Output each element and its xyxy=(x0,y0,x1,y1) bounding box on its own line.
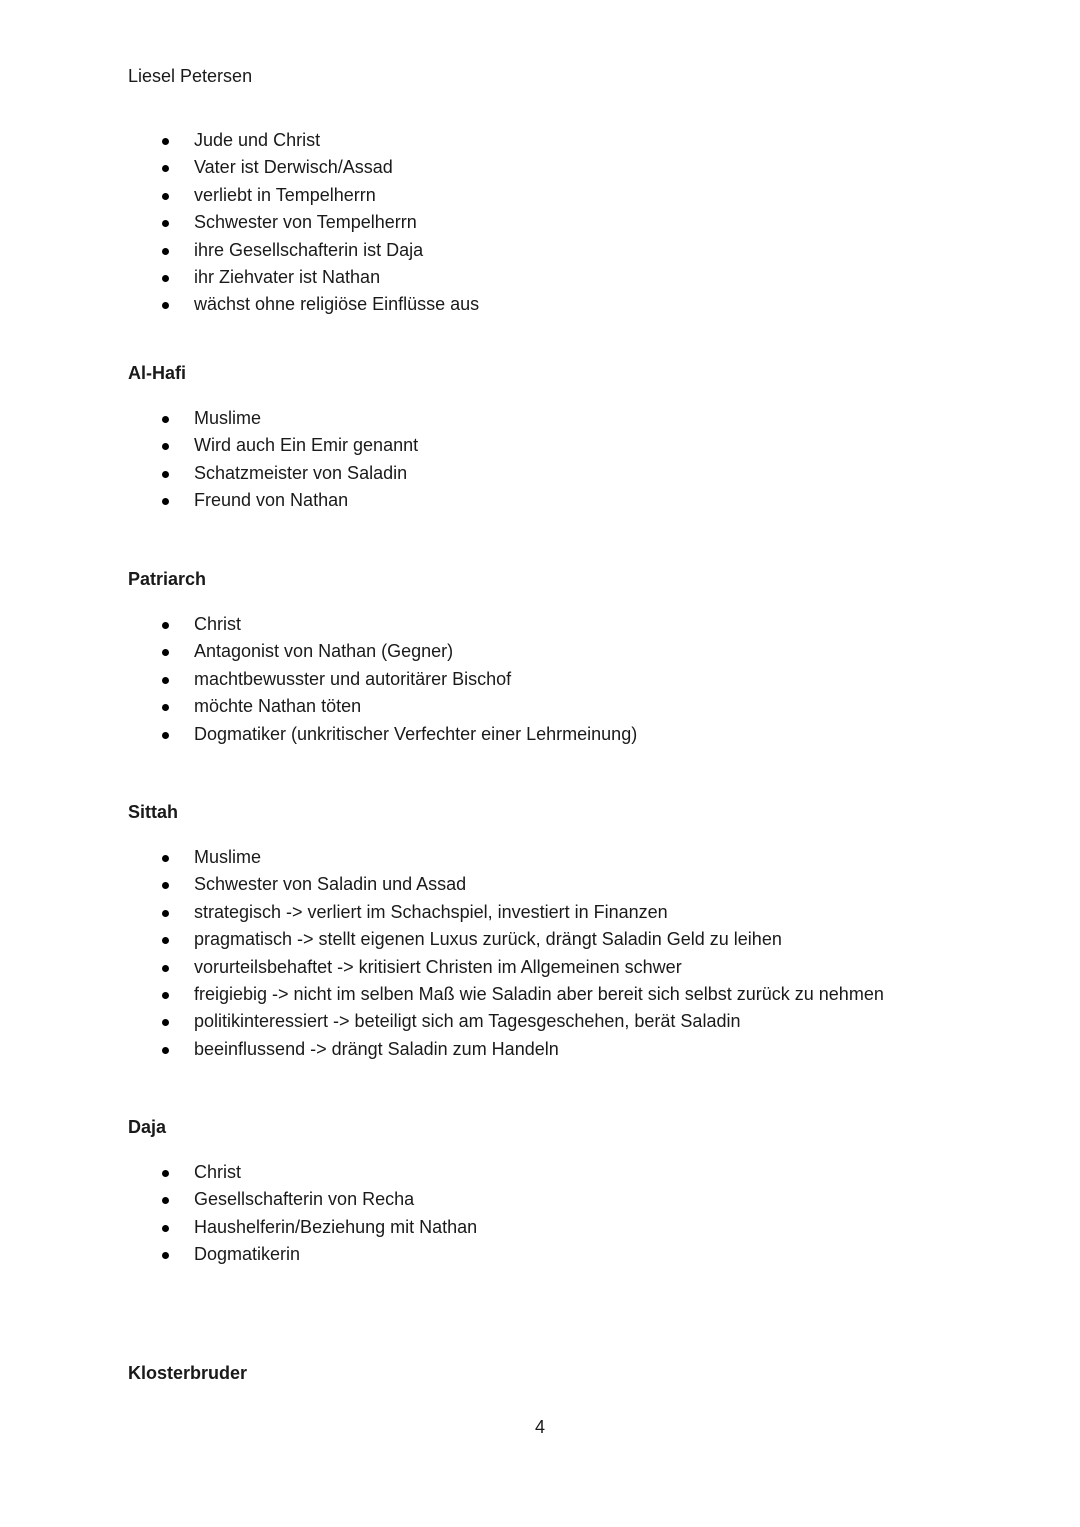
list-item-text: Gesellschafterin von Recha xyxy=(194,1189,415,1210)
bullet-icon xyxy=(162,302,169,309)
page-number: 4 xyxy=(534,1417,545,1437)
list-item-text: Schwester von Saladin und Assad xyxy=(194,874,467,895)
bullet-list xyxy=(128,1159,1028,1269)
list-item xyxy=(128,405,1028,432)
list-item-text: Christ xyxy=(194,1162,242,1182)
list-item xyxy=(128,638,1028,665)
list-item xyxy=(128,1008,1028,1035)
bullet-icon xyxy=(162,498,169,505)
bullet-list xyxy=(128,127,1028,319)
list-item xyxy=(128,209,1028,236)
list-item xyxy=(128,237,1028,264)
list-item-text: Dogmatiker (unkritischer Verfechter einer Lehrmeinung) xyxy=(194,723,638,744)
list-item xyxy=(128,182,1028,209)
section-heading: Al-Hafi xyxy=(128,363,186,383)
bullet-icon xyxy=(162,1019,169,1026)
list-item-text: Muslime xyxy=(194,847,262,867)
section-recha-continued xyxy=(128,127,1028,319)
list-item xyxy=(128,1186,1028,1213)
bullet-icon xyxy=(162,855,169,862)
section-heading: Sittah xyxy=(128,802,179,822)
list-item xyxy=(128,666,1028,693)
bullet-icon xyxy=(162,1252,169,1259)
bullet-icon xyxy=(162,275,169,282)
list-item-text: vorurteilsbehaftet -> kritisiert Christen im Allgemeinen schwer xyxy=(194,956,682,977)
list-item xyxy=(128,899,1028,926)
list-item xyxy=(128,460,1028,487)
list-item-text: Schatzmeister von Saladin xyxy=(194,462,408,483)
bullet-icon xyxy=(162,416,169,423)
list-item-text: strategisch -> verliert im Schachspiel, investiert in Finanzen xyxy=(194,901,668,922)
bullet-icon xyxy=(162,1170,169,1177)
list-item xyxy=(128,611,1028,638)
bullet-icon xyxy=(162,1225,169,1232)
list-item-text: freigiebig -> nicht im selben Maß wie Saladin aber bereit sich selbst zurück zu nehmen xyxy=(194,983,884,1004)
list-item-text: Christ xyxy=(194,614,242,634)
list-item-text: politikinteressiert -> beteiligt sich am Tagesgeschehen, berät Saladin xyxy=(194,1011,741,1032)
list-item xyxy=(128,1036,1028,1063)
bullet-icon xyxy=(162,165,169,172)
bullet-icon xyxy=(162,910,169,917)
author-name: Liesel Petersen xyxy=(128,66,253,86)
list-item xyxy=(128,721,1028,748)
section-sittah xyxy=(128,801,1028,1063)
bullet-icon xyxy=(162,704,169,711)
section-al-hafi xyxy=(128,362,1028,515)
bullet-icon xyxy=(162,882,169,889)
section-heading: Patriarch xyxy=(128,569,207,589)
section-heading: Klosterbruder xyxy=(128,1363,248,1383)
bullet-icon xyxy=(162,1197,169,1204)
list-item-text: verliebt in Tempelherrn xyxy=(194,184,376,205)
list-item xyxy=(128,954,1028,981)
list-item-text: möchte Nathan töten xyxy=(194,696,362,717)
bullet-icon xyxy=(162,220,169,227)
bullet-icon xyxy=(162,138,169,145)
list-item-text: wächst ohne religiöse Einflüsse aus xyxy=(194,294,480,315)
list-item xyxy=(128,487,1028,514)
list-item-text: Wird auch Ein Emir genannt xyxy=(194,435,419,456)
list-item xyxy=(128,844,1028,871)
bullet-icon xyxy=(162,1047,169,1054)
list-item-text: Jude und Christ xyxy=(194,130,321,150)
bullet-icon xyxy=(162,677,169,684)
list-item xyxy=(128,154,1028,181)
bullet-list xyxy=(128,405,1028,515)
bullet-list xyxy=(128,844,1028,1063)
list-item xyxy=(128,291,1028,318)
list-item-text: Schwester von Tempelherrn xyxy=(194,212,417,233)
list-item-text: beeinflussend -> drängt Saladin zum Handeln xyxy=(194,1038,559,1059)
list-item xyxy=(128,926,1028,953)
section-klosterbruder xyxy=(128,1362,1028,1405)
list-item-text: ihre Gesellschafterin ist Daja xyxy=(194,239,424,260)
list-item-text: Dogmatikerin xyxy=(194,1244,301,1265)
list-item-text: pragmatisch -> stellt eigenen Luxus zurück, drängt Saladin Geld zu leihen xyxy=(194,929,782,950)
bullet-icon xyxy=(162,992,169,999)
bullet-icon xyxy=(162,471,169,478)
list-item xyxy=(128,1159,1028,1186)
bullet-icon xyxy=(162,248,169,255)
list-item-text: Freund von Nathan xyxy=(194,490,349,511)
list-item-text: machtbewusster und autoritärer Bischof xyxy=(194,668,512,689)
bullet-icon xyxy=(162,937,169,944)
bullet-icon xyxy=(162,622,169,629)
list-item xyxy=(128,432,1028,459)
list-item xyxy=(128,981,1028,1008)
section-heading: Daja xyxy=(128,1117,167,1137)
bullet-icon xyxy=(162,965,169,972)
bullet-list xyxy=(128,611,1028,748)
bullet-icon xyxy=(162,193,169,200)
bullet-icon xyxy=(162,732,169,739)
list-item xyxy=(128,264,1028,291)
list-item-text: Vater ist Derwisch/Assad xyxy=(194,157,393,178)
list-item-text: Muslime xyxy=(194,408,262,428)
list-item-text: Antagonist von Nathan (Gegner) xyxy=(194,641,454,662)
bullet-icon xyxy=(162,649,169,656)
list-item xyxy=(128,693,1028,720)
section-daja xyxy=(128,1116,1028,1269)
list-item-text: Haushelferin/Beziehung mit Nathan xyxy=(194,1216,478,1237)
list-item xyxy=(128,871,1028,898)
list-item xyxy=(128,1214,1028,1241)
list-item-text: ihr Ziehvater ist Nathan xyxy=(194,266,381,287)
section-patriarch xyxy=(128,568,1028,748)
bullet-icon xyxy=(162,443,169,450)
list-item xyxy=(128,127,1028,154)
list-item xyxy=(128,1241,1028,1268)
